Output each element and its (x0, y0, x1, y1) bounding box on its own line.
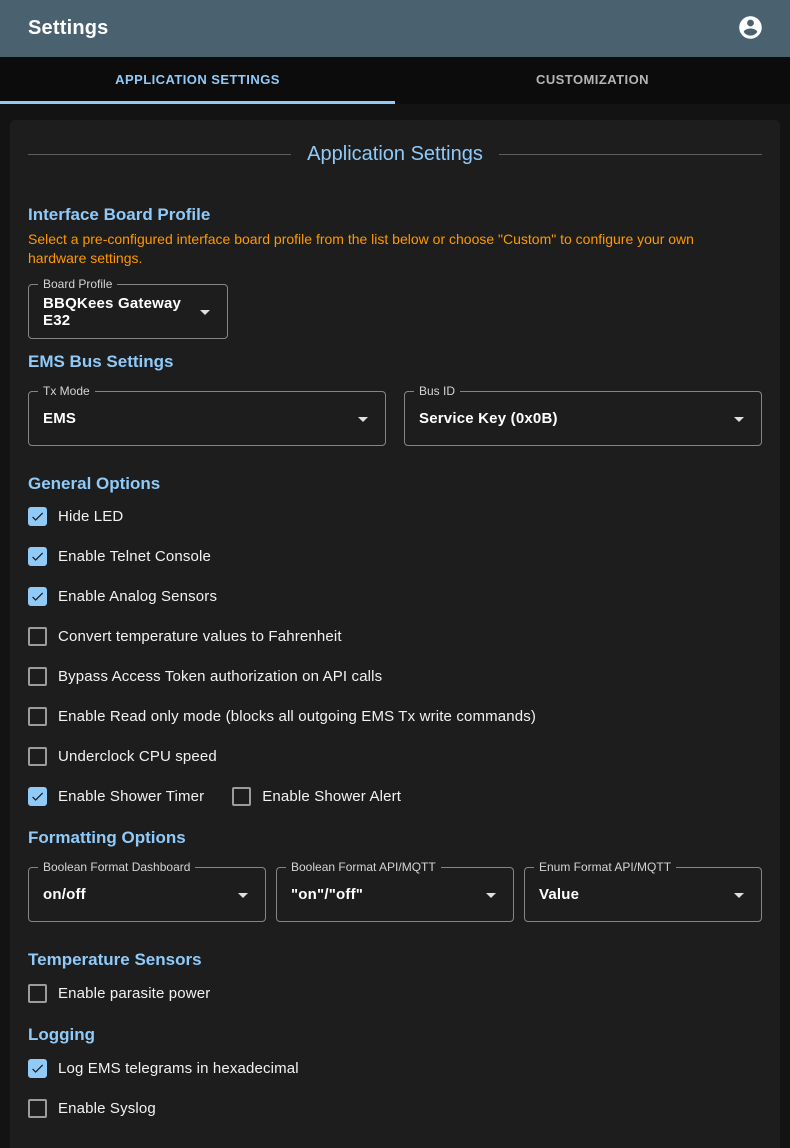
boolean-format-dashboard-value: on/off (43, 886, 86, 904)
page-title: Settings (28, 17, 109, 39)
boolean-format-dashboard-label: Boolean Format Dashboard (38, 859, 195, 875)
account-circle-icon (737, 14, 764, 44)
checkbox-label: Enable parasite power (58, 985, 211, 1003)
shower-alert-checkbox[interactable] (232, 787, 251, 806)
checkbox-row-analog-sensors (28, 587, 762, 606)
checkbox-label: Hide LED (58, 508, 124, 526)
syslog-checkbox[interactable] (28, 1099, 47, 1118)
checkbox-row-shower-alert (232, 787, 401, 806)
checkbox-row-fahrenheit (28, 627, 762, 646)
checkbox-label: Enable Analog Sensors (58, 588, 218, 606)
checkbox-label: Bypass Access Token authorization on API calls (58, 668, 383, 686)
boolean-format-api-label: Boolean Format API/MQTT (286, 859, 441, 875)
checkbox-label: Convert temperature values to Fahrenheit (58, 628, 342, 646)
tab-application-settings[interactable]: APPLICATION SETTINGS (0, 57, 395, 104)
fahrenheit-checkbox[interactable] (28, 627, 47, 646)
underclock-cpu-checkbox[interactable] (28, 747, 47, 766)
checkbox-row-bypass-token (28, 667, 762, 686)
section-heading-interface-board: Interface Board Profile (28, 205, 211, 224)
boolean-format-dashboard-select[interactable] (28, 860, 266, 922)
dropdown-arrow-icon (727, 407, 751, 431)
checkbox-label: Enable Telnet Console (58, 548, 211, 566)
parasite-power-checkbox[interactable] (28, 984, 47, 1003)
hide-led-checkbox[interactable] (28, 507, 47, 526)
divider-line (28, 154, 291, 155)
shower-options-row (28, 787, 762, 806)
analog-sensors-checkbox[interactable] (28, 587, 47, 606)
checkbox-row-syslog (28, 1099, 762, 1118)
card-title-row (28, 140, 762, 168)
tab-bar (0, 57, 790, 104)
app-bar (0, 0, 790, 57)
divider-line (499, 154, 762, 155)
enum-format-api-value: Value (539, 886, 580, 904)
checkbox-row-underclock (28, 747, 762, 766)
telnet-console-checkbox[interactable] (28, 547, 47, 566)
tx-mode-select-label: Tx Mode (38, 383, 95, 399)
bypass-token-checkbox[interactable] (28, 667, 47, 686)
tab-customization[interactable]: CUSTOMIZATION (536, 71, 649, 87)
board-profile-select[interactable] (28, 277, 228, 339)
section-heading-general-options: General Options (28, 474, 161, 494)
checkbox-label: Enable Read only mode (blocks all outgoing EMS Tx write commands) (58, 708, 537, 726)
dropdown-arrow-icon (351, 407, 375, 431)
bus-id-select-label: Bus ID (414, 383, 460, 399)
tx-mode-select[interactable] (28, 384, 386, 446)
read-only-checkbox[interactable] (28, 707, 47, 726)
dropdown-arrow-icon (479, 883, 503, 907)
section-heading-ems-bus: EMS Bus Settings (28, 352, 174, 372)
enum-format-api-label: Enum Format API/MQTT (534, 859, 676, 875)
checkbox-row-read-only (28, 707, 762, 726)
bus-id-select[interactable] (404, 384, 762, 446)
shower-timer-checkbox[interactable] (28, 787, 47, 806)
checkbox-row-hide-led (28, 507, 762, 526)
settings-card (10, 120, 780, 1148)
section-heading-temperature-sensors: Temperature Sensors (28, 950, 202, 970)
dropdown-arrow-icon (193, 300, 217, 324)
board-profile-select-value: BBQKees Gateway E32 (43, 294, 182, 329)
section-heading-logging: Logging (28, 1025, 96, 1045)
bus-id-select-value: Service Key (0x0B) (419, 410, 558, 428)
checkbox-row-shower-timer (28, 787, 204, 806)
tx-mode-select-value: EMS (43, 410, 77, 428)
checkbox-label: Log EMS telegrams in hexadecimal (58, 1060, 299, 1078)
checkbox-label: Enable Syslog (58, 1100, 156, 1118)
checkbox-row-telnet (28, 547, 762, 566)
board-profile-warning-text: Select a pre-configured interface board profile from the list below or choose "Custom" to configure your own hardware settings. (28, 231, 694, 267)
checkbox-row-hex-telegrams (28, 1059, 762, 1078)
checkbox-label: Enable Shower Alert (262, 788, 402, 806)
dropdown-arrow-icon (231, 883, 255, 907)
checkbox-row-parasite-power (28, 984, 762, 1003)
account-button[interactable] (730, 9, 770, 49)
boolean-format-api-select[interactable] (276, 860, 514, 922)
hex-telegrams-checkbox[interactable] (28, 1059, 47, 1078)
dropdown-arrow-icon (727, 883, 751, 907)
checkbox-label: Enable Shower Timer (58, 788, 205, 806)
board-profile-select-label: Board Profile (38, 276, 117, 292)
enum-format-api-select[interactable] (524, 860, 762, 922)
checkbox-label: Underclock CPU speed (58, 748, 217, 766)
section-heading-formatting: Formatting Options (28, 828, 186, 848)
card-title: Application Settings (307, 143, 483, 165)
boolean-format-api-value: "on"/"off" (291, 886, 364, 904)
